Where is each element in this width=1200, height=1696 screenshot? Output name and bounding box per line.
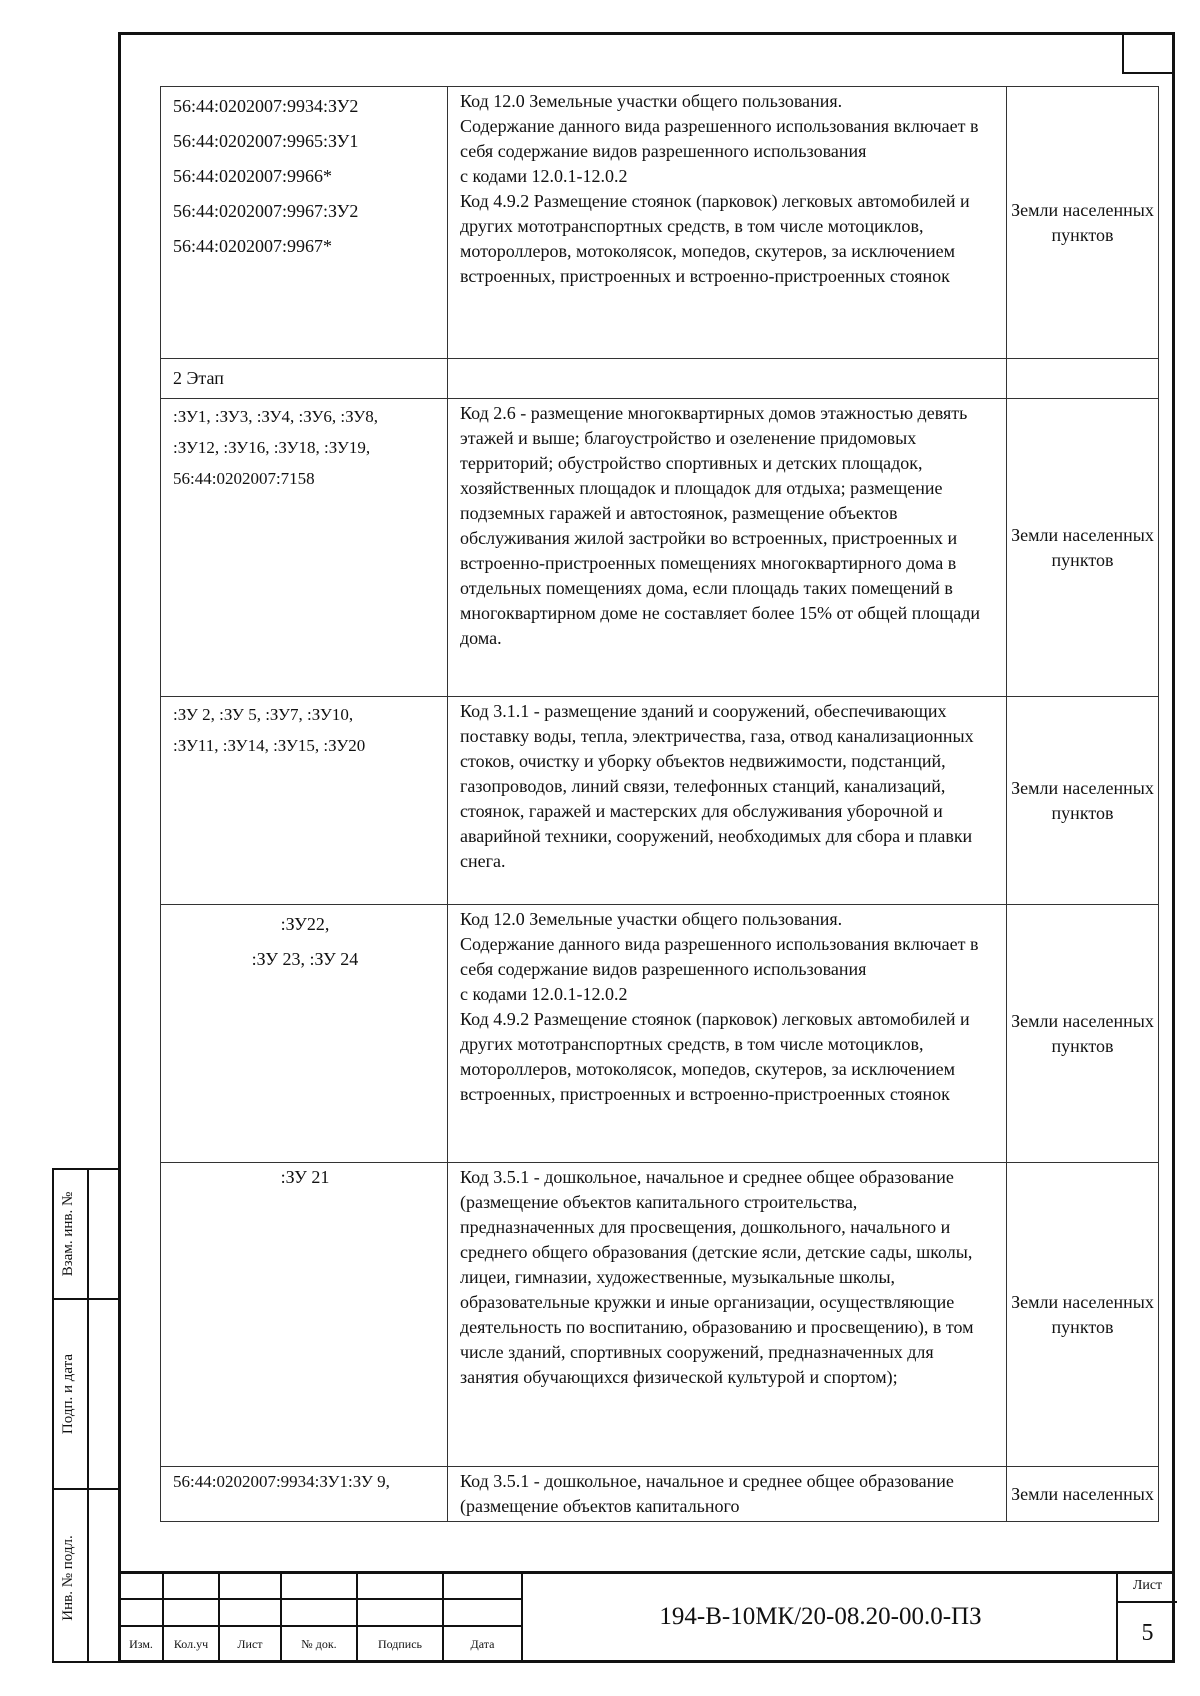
corner-box: [1122, 32, 1175, 74]
plot-number: :ЗУ12, :ЗУ16, :ЗУ18, :ЗУ19,: [173, 438, 371, 457]
land-category: Земли населенных: [1007, 1467, 1159, 1522]
side-stamp-sign-date: Подп. и дата: [54, 1300, 118, 1490]
plot-number: 56:44:0202007:9965:ЗУ1: [173, 131, 359, 151]
plot-number: 56:44:0202007:9934:ЗУ1:ЗУ 9,: [173, 1472, 390, 1491]
plot-list: [161, 1467, 448, 1522]
land-category: Земли населенных пунктов: [1007, 697, 1159, 905]
plot-number: :ЗУ 2, :ЗУ 5, :ЗУ7, :ЗУ10,: [173, 705, 354, 724]
plot-list: [161, 1163, 448, 1467]
table-row: [161, 1163, 1159, 1467]
plot-list: [161, 87, 448, 359]
table-row: [161, 1467, 1159, 1522]
land-category: Земли населенных пунктов: [1007, 87, 1159, 359]
use-description: [448, 359, 1007, 399]
side-stamp: [52, 1168, 118, 1663]
side-stamp-inv-original: Инв. № подл.: [60, 1534, 76, 1621]
document-code: 194-В-10МК/20-08.20-00.0-ПЗ: [521, 1571, 1118, 1663]
header-count: Кол.уч: [163, 1626, 219, 1662]
header-sheet: Лист: [219, 1626, 281, 1662]
table-row: [161, 359, 1159, 399]
plot-number: 56:44:0202007:9967*: [173, 236, 333, 256]
plot-number: :ЗУ11, :ЗУ14, :ЗУ15, :ЗУ20: [173, 736, 366, 755]
land-category: [1007, 359, 1159, 399]
land-category: Земли населенных пунктов: [1007, 1163, 1159, 1467]
use-description: Код 3.5.1 - дошкольное, начальное и среднее общее образование (размещение объектов капитального строительства, предназначенных для просвещения, дошкольного, начального и среднего общего образования (детские ясли, детские сады, школы, лицеи, гимназии, художественные, музыкальные школы, образовательные кружки и иные организации, осуществляющие деятельность по воспитанию, образованию и просвещению), в том числе зданий, спортивных сооружений, предназначенных для занятия обучающихся физической культурой и спортом);: [448, 1163, 1007, 1467]
title-block: [118, 1571, 1175, 1663]
sheet-box: [1116, 1571, 1177, 1663]
table-row: [161, 87, 1159, 359]
use-description: Код 3.5.1 - дошкольное, начальное и среднее общее образование (размещение объектов капитального: [448, 1467, 1007, 1522]
header-change: Изм.: [119, 1626, 163, 1662]
land-category: Земли населенных пунктов: [1007, 399, 1159, 697]
plot-number: :ЗУ22,: [280, 914, 330, 934]
header-date: Дата: [443, 1626, 522, 1662]
side-stamp-inv-exchange: Взам. инв. №: [54, 1170, 118, 1300]
land-use-table: [160, 86, 1159, 1522]
stage-label: 2 Этап: [161, 359, 448, 399]
plot-number: 56:44:0202007:9934:ЗУ2: [173, 96, 359, 116]
table-row: [161, 905, 1159, 1163]
plot-list: [161, 905, 448, 1163]
revision-headers: [119, 1626, 522, 1662]
plot-number: 56:44:0202007:9966*: [173, 166, 333, 186]
land-category: Земли населенных пунктов: [1007, 905, 1159, 1163]
plot-number: :ЗУ 23, :ЗУ 24: [251, 949, 359, 969]
header-signature: Подпись: [357, 1626, 443, 1662]
use-description: Код 12.0 Земельные участки общего пользования. Содержание данного вида разрешенного использования включает в себя содержание видов разрешенного использования с кодами 12.0.1-12.0.2 Код 4.9.2 Размещение стоянок (парковок) легковых автомобилей и других мототранспортных средств, в том числе мотоциклов, мотороллеров, мотоколясок, мопедов, скутеров, за исключением встроенных, пристроенных и встроенно-пристроенных стоянок: [448, 905, 1007, 1163]
plot-number: 56:44:0202007:7158: [173, 469, 315, 488]
table-row: [161, 399, 1159, 697]
sheet-number: 5: [1141, 1620, 1154, 1646]
plot-number: :ЗУ1, :ЗУ3, :ЗУ4, :ЗУ6, :ЗУ8,: [173, 407, 379, 426]
plot-list: [161, 697, 448, 905]
use-description: Код 2.6 - размещение многоквартирных домов этажностью девять этажей и выше; благоустройство и озеленение придомовых территорий; обустройство спортивных и детских площадок, хозяйственных площадок и площадок для отдыха; размещение подземных гаражей и автостоянок, размещение объектов обслуживания жилой застройки во встроенных, пристроенных и встроенно-пристроенных помещениях многоквартирного дома в отдельных помещениях дома, если площадь таких помещений в многоквартирном доме не составляет более 15% от общей площади дома.: [448, 399, 1007, 697]
use-description: Код 12.0 Земельные участки общего пользования. Содержание данного вида разрешенного использования включает в себя содержание видов разрешенного использования с кодами 12.0.1-12.0.2 Код 4.9.2 Размещение стоянок (парковок) легковых автомобилей и других мототранспортных средств, в том числе мотоциклов, мотороллеров, мотоколясок, мопедов, скутеров, за исключением встроенных, пристроенных и встроенно-пристроенных стоянок: [448, 87, 1007, 359]
plot-list: [161, 399, 448, 697]
sheet-label: Лист: [1118, 1571, 1177, 1603]
plot-number: :ЗУ 21: [280, 1167, 330, 1187]
header-doc-number: № док.: [281, 1626, 357, 1662]
use-description: Код 3.1.1 - размещение зданий и сооружений, обеспечивающих поставку воды, тепла, электричества, газа, отвод канализационных стоков, очистку и уборку объектов недвижимости, подстанций, газопроводов, линий связи, телефонных станций, канализаций, стоянок, гаражей и мастерских для обслуживания уборочной и аварийной техники, сооружений, необходимых для сбора и плавки снега.: [448, 697, 1007, 905]
plot-number: 56:44:0202007:9967:ЗУ2: [173, 201, 359, 221]
table-row: [161, 697, 1159, 905]
revision-grid: [118, 1571, 523, 1663]
